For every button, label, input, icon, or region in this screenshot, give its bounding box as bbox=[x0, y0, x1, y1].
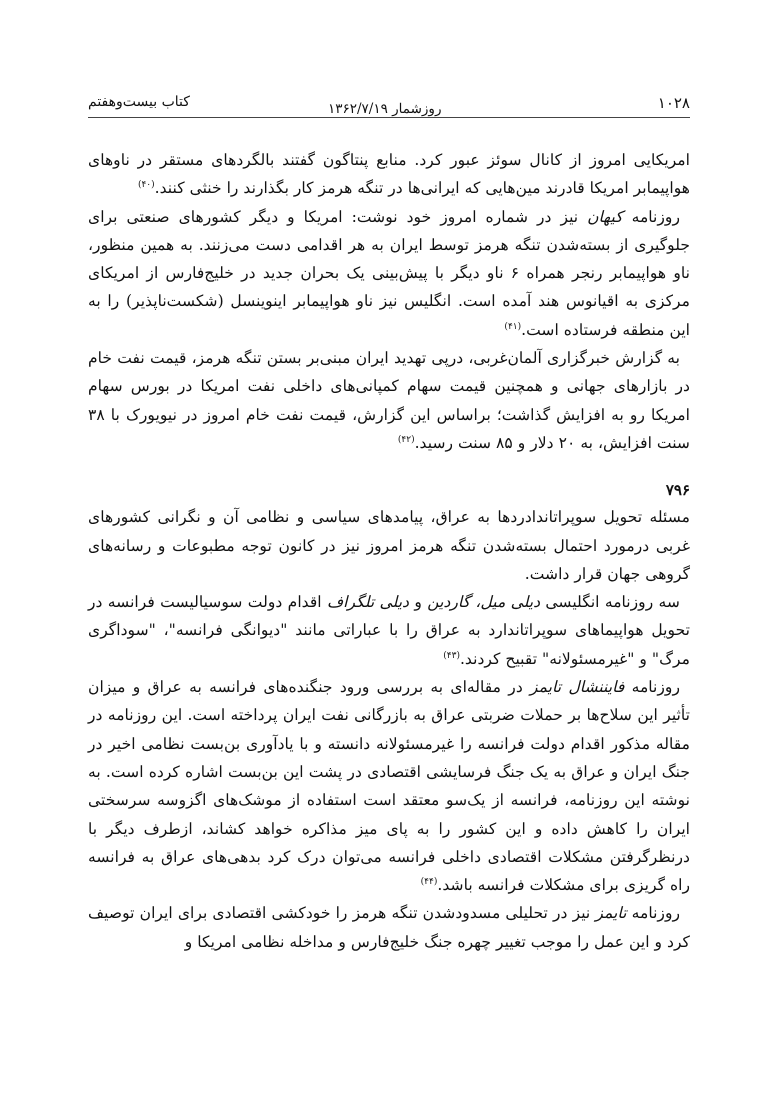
footnote-ref[interactable]: (۴۳) bbox=[443, 650, 460, 661]
book-title: کتاب بیست‌وهفتم bbox=[88, 94, 190, 110]
running-header bbox=[88, 92, 690, 118]
footnote-ref[interactable]: (۴۱) bbox=[504, 321, 522, 332]
newspaper-name: فایننشال تایمز bbox=[530, 678, 625, 697]
paragraph: روزنامه فایننشال تایمز در مقاله‌ای به بررسی ورود جنگنده‌های فرانسه به عراق و میزان تأثیر این سلاح‌ها بر حملات ضربتی عراق به بازرگانی نفت ایران پرداخته است. این روزنامه در مقاله مذکور اقدام دولت فرانسه را غیرمسئولانه دانسته و با یادآوری بن‌بست نظامی اخیر در جنگ ایران و عراق به یک جنگ فرسایشی اقتصادی در پشت این بن‌بست اشاره کرده است. به نوشته این روزنامه، فرانسه از یک‌سو معتقد است استفاده از موشک‌های اگزوسه سرسختی ایران را کاهش داده و این کشور را به پای میز مذاکره خواهد کشاند، ازطرف دیگر با درنظرگرفتن مشکلات اقتصادی داخلی فرانسه می‌توان درک کرد بدهی‌های عراق به فرانسه راه گریزی برای مشکلات فرانسه باشد.$^{(۴۴)}$ bbox=[88, 678, 690, 895]
footnote-ref[interactable]: (۴۲) bbox=[397, 434, 415, 445]
newspaper-name: تایمز bbox=[595, 904, 627, 923]
page-number: ۱۰۲۸ bbox=[657, 94, 690, 112]
body-text bbox=[88, 146, 690, 956]
paragraph: روزنامه کیهان نیز در شماره امروز خود نوشت: امریکا و دیگر کشورهای صنعتی برای جلوگیری از بسته‌شدن تنگه هرمز توسط ایران به هر اقدامی دست می‌زنند. به همین منظور، ناو هواپیمابر رنجر همراه ۶ ناو دیگر با پیش‌بینی یک بحران جدید در خلیج‌فارس از امریکای مرکزی به اقیانوس هند آمده است. انگلیس نیز ناو هواپیمابر اینوینسل (شکست‌ناپذیر) را به این منطقه فرستاده است.$^{(۴۱)}$ bbox=[88, 207, 691, 339]
paragraph: مسئله تحویل سوپراتاندادردها به عراق، پیامدهای سیاسی و نظامی آن و نگرانی کشورهای غربی درمورد احتمال بسته‌شدن تنگه هرمز امروز نیز در کانون توجه مطبوعات و رسانه‌های گروهی جهان قرار داشت. bbox=[88, 508, 690, 583]
header-rule bbox=[88, 117, 690, 118]
paragraph: روزنامه تایمز نیز در تحلیلی مسدودشدن تنگه هرمز را خودکشی اقتصادی برای ایران توصیف کرد و این عمل را موجب تغییر چهره جنگ خلیج‌فارس و مداخله نظامی امریکا و bbox=[88, 904, 690, 951]
newspaper-name: کیهان bbox=[587, 207, 623, 226]
section-number: ۷۹۶ bbox=[665, 481, 690, 500]
newspaper-name: دیلی تلگراف bbox=[326, 593, 409, 612]
footnote-ref[interactable]: (۴۴) bbox=[420, 877, 438, 888]
newspaper-name: دیلی میل، گاردین bbox=[427, 593, 541, 612]
footnote-ref[interactable]: (۴۰) bbox=[137, 180, 155, 191]
paragraph: سه روزنامه انگلیسی دیلی میل، گاردین و دیلی تلگراف اقدام دولت سوسیالیست فرانسه در تحویل هواپیماهای سوپراتاندارد به عراق را با عباراتی مانند "دیوانگی فرانسه"، "سوداگری مرگ" و "غیرمسئولانه" تقبیح کردند.$^{(۴۳)}$ bbox=[88, 593, 690, 668]
diary-date: روزشمار ۱۳۶۲/۷/۱۹ bbox=[324, 101, 445, 117]
paragraph: به گزارش خبرگزاری آلمان‌غربی، درپی تهدید ایران مبنی‌بر بستن تنگه هرمز، قیمت نفت خام در بازارهای جهانی و همچنین قیمت سهام کمپانی‌های داخلی نفت امریکا در بورس سهام امریکا رو به افزایش گذاشت؛ براساس این گزارش، قیمت نفت خام امروز در نیویورک با ۳۸ سنت افزایش، به ۲۰ دلار و ۸۵ سنت رسید.$^{(۴۲)}$ bbox=[88, 349, 690, 452]
paragraph: امریکایی امروز از کانال سوئز عبور کرد. منابع پنتاگون گفتند بالگردهای مستقر در ناوهای هواپیمابر امریکا قادرند مین‌هایی که ایرانی‌ها در تنگه هرمز کار بگذارند را خنثی کنند.$^{(۴۰)}$ bbox=[88, 151, 690, 198]
